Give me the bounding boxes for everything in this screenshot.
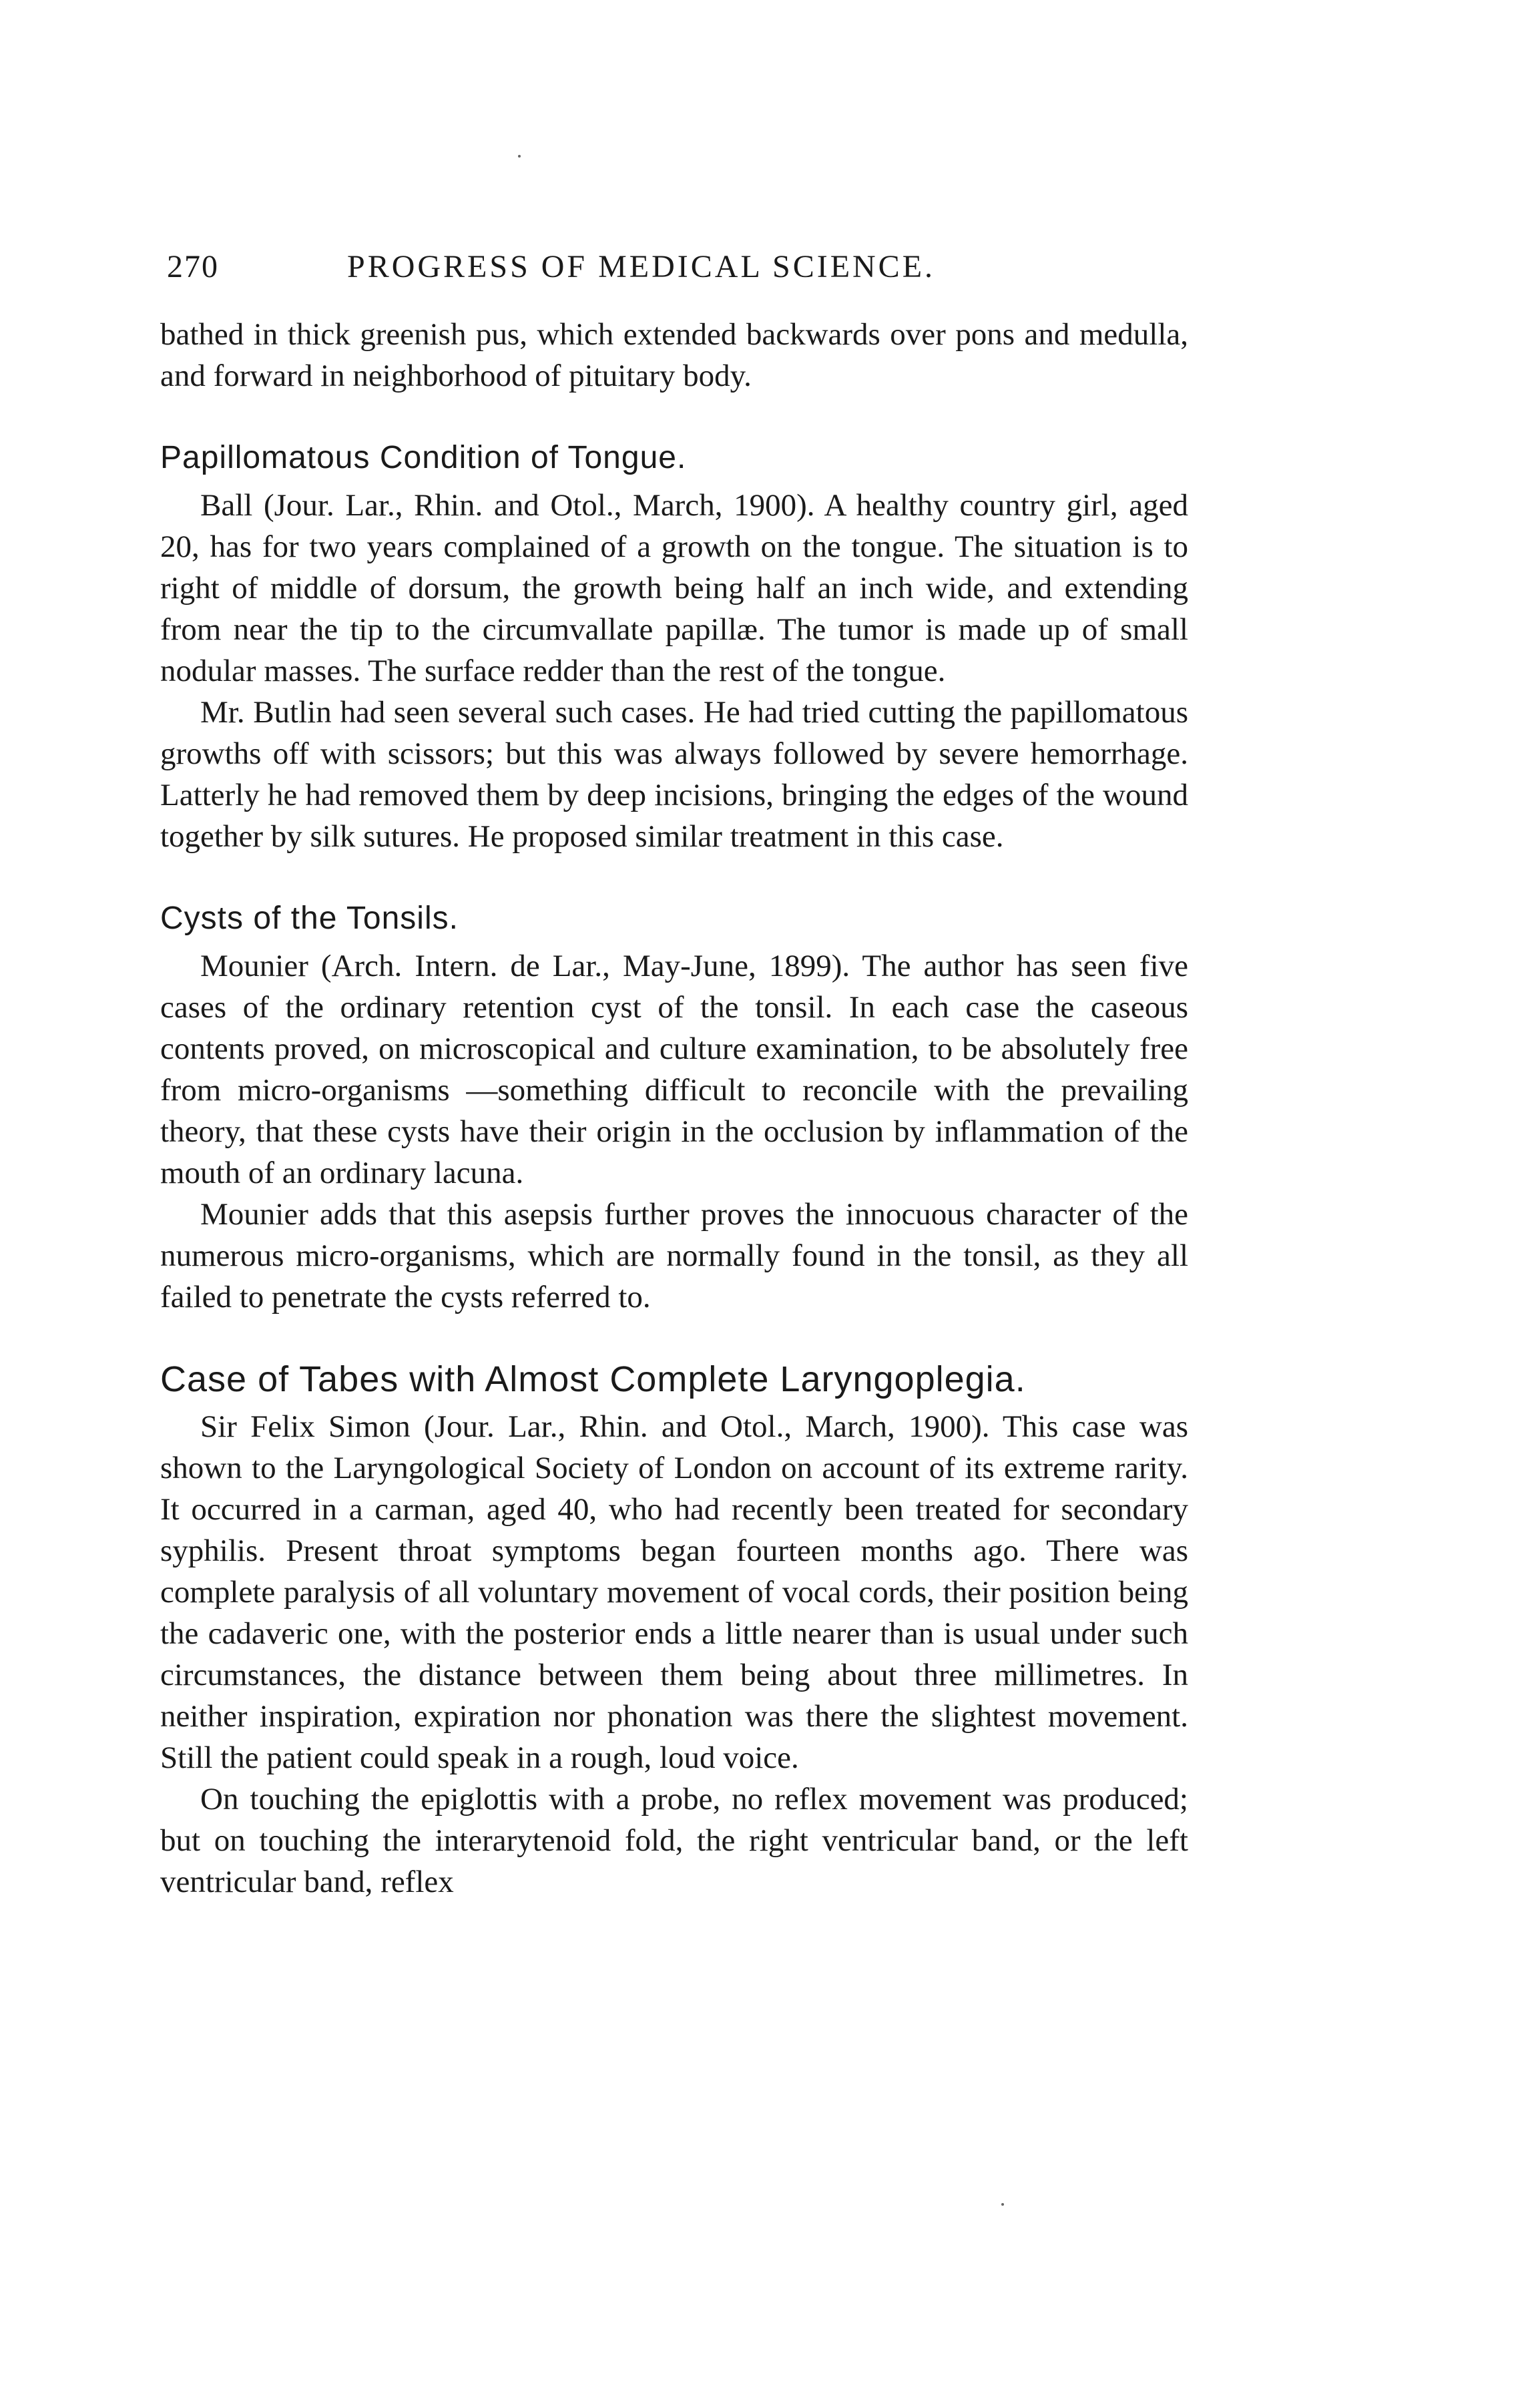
ink-speck bbox=[518, 155, 521, 158]
paragraph: Mr. Butlin had seen several such cases. He had tried cutting the papillomatous growths off with scissors; but this was always followed by severe hemorrhage. Latterly he had removed them by deep incisions, bringing the edges of the wound together by silk sutures. He proposed similar treatment in this case. bbox=[160, 695, 1188, 854]
section-tabes-laryngoplegia bbox=[160, 1358, 1188, 1903]
paragraph: Mounier adds that this asepsis further proves the innocuous character of the numerous micro-organisms, which are normally found in the tonsil, as they all failed to penetrate the cysts referred to. bbox=[160, 1197, 1188, 1314]
running-title: PROGRESS OF MEDICAL SCIENCE. bbox=[347, 249, 936, 284]
page-number: 270 bbox=[167, 249, 219, 284]
section-papillomatous-tongue bbox=[160, 437, 1188, 857]
section-heading: Case of Tabes with Almost Complete Laryngoplegia. bbox=[160, 1359, 1026, 1399]
intro-paragraph: bathed in thick greenish pus, which extended backwards over pons and medulla, and forward in neighborhood of pituitary body. bbox=[160, 317, 1188, 393]
ink-speck bbox=[1001, 2203, 1004, 2206]
body-text bbox=[160, 314, 1188, 1903]
paragraph: Mounier (Arch. Intern. de Lar., May-June, 1899). The author has seen five cases of the ordinary retention cyst of the tonsil. In each case the caseous contents proved, on microscopical and culture examination, to be absolutely free from micro-organisms —something difficult to reconcile with the prevailing theory, that these cysts have their origin in the occlusion by inflammation of the mouth of an ordinary lacuna. bbox=[160, 949, 1188, 1190]
paragraph: Ball (Jour. Lar., Rhin. and Otol., March, 1900). A healthy country girl, aged 20, has for two years complained of a growth on the tongue. The situation is to right of middle of dorsum, the growth being half an inch wide, and extending from near the tip to the circumvallate papillæ. The tumor is made up of small nodular masses. The surface redder than the rest of the tongue. bbox=[160, 488, 1188, 688]
section-heading: Cysts of the Tonsils. bbox=[160, 901, 459, 936]
paragraph: On touching the epiglottis with a probe, no reflex movement was produced; but on touching the interarytenoid fold, the right ventricular band, or the left ventricular band, reflex bbox=[160, 1782, 1188, 1899]
section-cysts-tonsils bbox=[160, 897, 1188, 1318]
section-heading: Papillomatous Condition of Tongue. bbox=[160, 440, 687, 475]
running-head bbox=[167, 248, 1235, 302]
paragraph: Sir Felix Simon (Jour. Lar., Rhin. and Otol., March, 1900). This case was shown to the Laryngological Society of London on account of its extreme rarity. It occurred in a carman, aged 40, who had recently been treated for secondary syphilis. Present throat symptoms began fourteen months ago. There was complete paralysis of all voluntary movement of vocal cords, their position being the cadaveric one, with the posterior ends a little nearer than is usual under such circumstances, the distance between them being about three millimetres. In neither inspiration, expiration nor phonation was there the slightest movement. Still the patient could speak in a rough, loud voice. bbox=[160, 1409, 1188, 1775]
